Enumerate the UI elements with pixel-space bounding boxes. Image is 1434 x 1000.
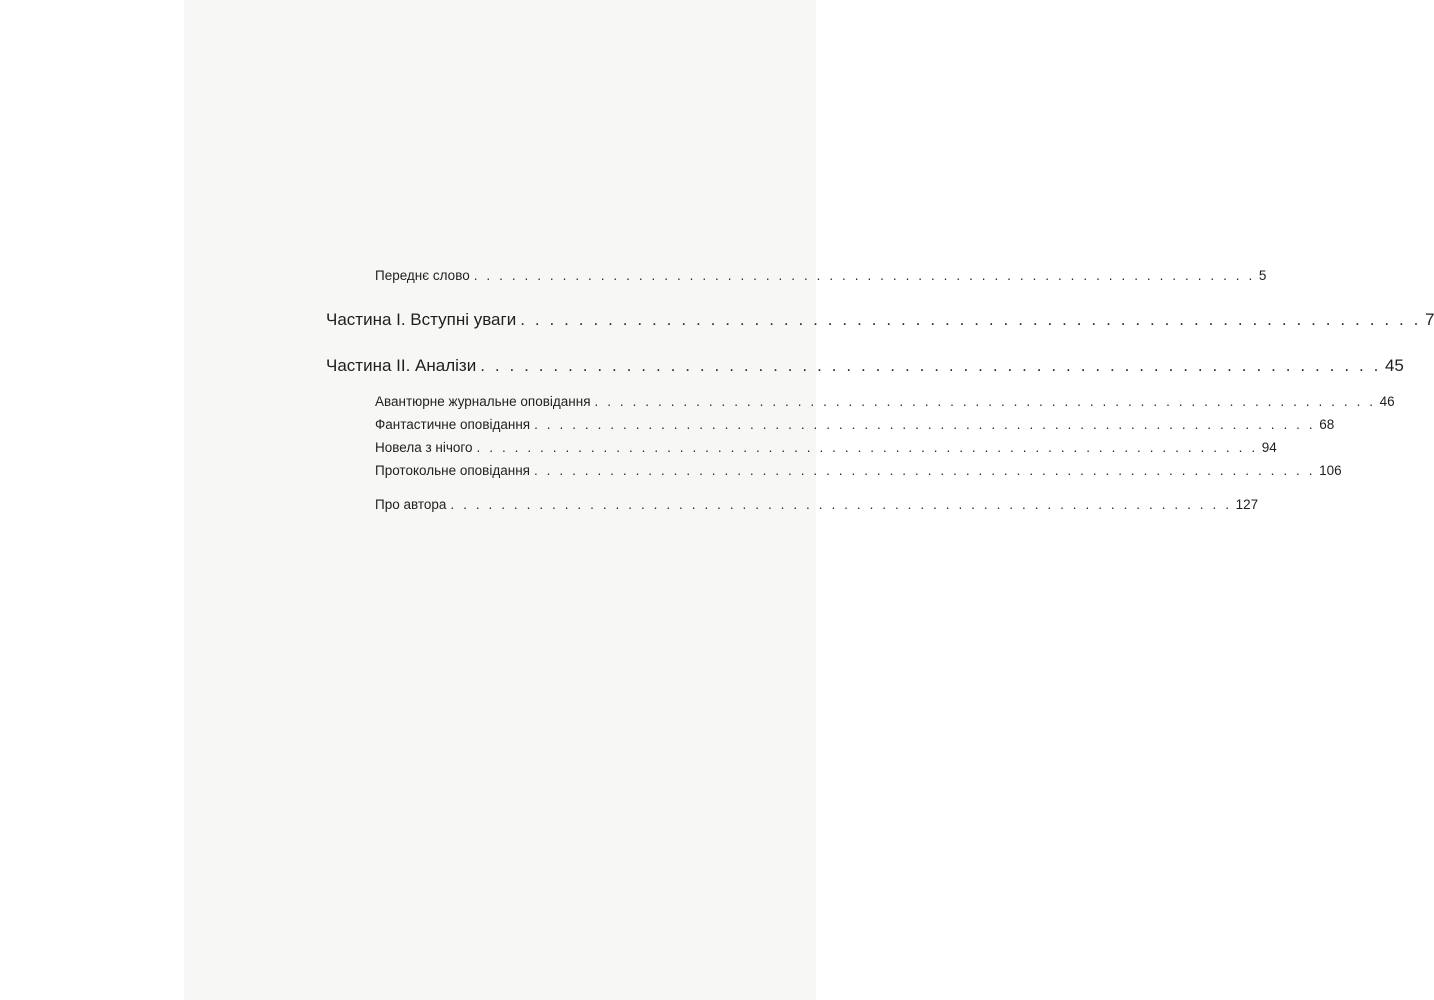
dot-leader: . . . . . . . . . . . . . . . . . . . . . . . . . . . . . . . . . . . . . . . . . . . . . . . . . . . . . . . . . . . . . .	[533, 463, 1316, 478]
dot-leader: . . . . . . . . . . . . . . . . . . . . . . . . . . . . . . . . . . . . . . . . . . . . . . . . . . . . . . . . . . . . . .	[520, 310, 1421, 329]
dot-leader: . . . . . . . . . . . . . . . . . . . . . . . . . . . . . . . . . . . . . . . . . . . . . . . . . . . . . . . . . . . . . .	[534, 417, 1316, 432]
toc-entry-novella	[375, 440, 1277, 455]
toc-page-number: 7	[1424, 310, 1434, 329]
toc-entry-fantastic-story	[375, 417, 1335, 432]
dot-leader: . . . . . . . . . . . . . . . . . . . . . . . . . . . . . . . . . . . . . . . . . . . . . . . . . . . . . . . . . . . . . .	[480, 356, 1381, 375]
toc-entry-about-author	[375, 497, 1259, 512]
toc-page-number: 106	[1319, 463, 1342, 478]
toc-entry-title: Авантюрне журнальне оповідання	[375, 394, 591, 409]
toc-page-number: 46	[1379, 394, 1395, 409]
dot-leader: . . . . . . . . . . . . . . . . . . . . . . . . . . . . . . . . . . . . . . . . . . . . . . . . . . . . . . . . . . . . . .	[476, 440, 1258, 455]
toc-entry-title: Частина І. Вступні уваги	[326, 310, 517, 329]
toc-entry-title: Протокольне оповідання	[375, 463, 530, 478]
toc-entry-title: Переднє слово	[375, 268, 470, 283]
toc-page-number: 68	[1319, 417, 1335, 432]
toc-page-number: 94	[1261, 440, 1277, 455]
toc-entry-title: Новела з нічого	[375, 440, 473, 455]
dot-leader: . . . . . . . . . . . . . . . . . . . . . . . . . . . . . . . . . . . . . . . . . . . . . . . . . . . . . . . . . . . . . .	[450, 497, 1232, 512]
toc-entry-foreword	[375, 268, 1267, 283]
toc-entry-part-2	[326, 356, 1404, 376]
toc-entry-title: Частина ІІ. Аналізи	[326, 356, 477, 375]
toc-entry-adventure-story	[375, 394, 1395, 409]
dot-leader: . . . . . . . . . . . . . . . . . . . . . . . . . . . . . . . . . . . . . . . . . . . . . . . . . . . . . . . . . . . . . .	[473, 268, 1255, 283]
dot-leader: . . . . . . . . . . . . . . . . . . . . . . . . . . . . . . . . . . . . . . . . . . . . . . . . . . . . . . . . . . . . . .	[594, 394, 1376, 409]
toc-page-number: 5	[1258, 268, 1267, 283]
toc-entry-protocol-story	[375, 463, 1342, 478]
toc-page-number: 45	[1384, 356, 1404, 375]
book-page	[184, 0, 1434, 1000]
table-of-contents	[184, 0, 1434, 1000]
toc-entry-title: Фантастичне оповідання	[375, 417, 531, 432]
toc-entry-title: Про автора	[375, 497, 447, 512]
toc-page-number: 127	[1235, 497, 1259, 512]
toc-entry-part-1	[326, 310, 1434, 330]
